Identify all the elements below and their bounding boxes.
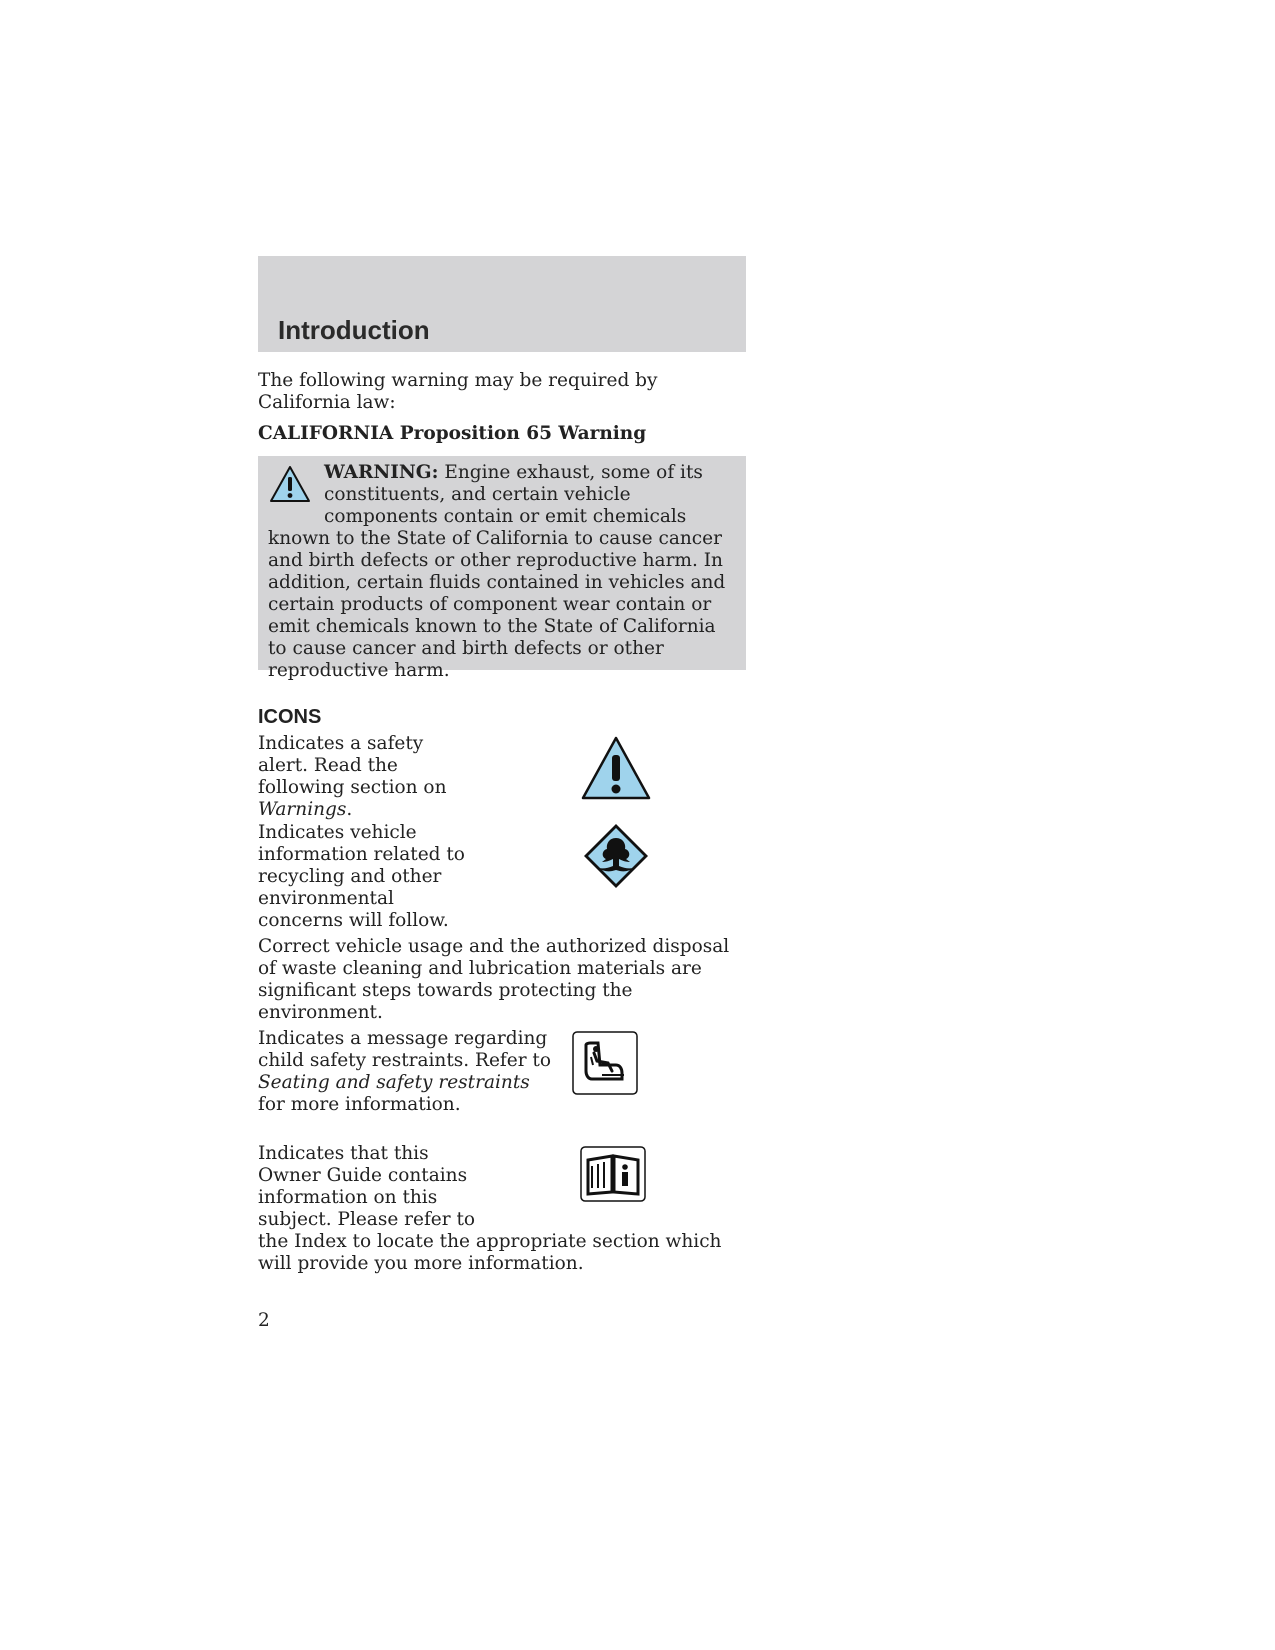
environment-note: Correct vehicle usage and the authorized disposal of waste cleaning and lubrication materials are significant steps towards protecting the environment. [258,936,730,1023]
icon-row-owner-guide [258,1143,748,1275]
seating-restraints-reference: Seating and safety restraints [258,1072,530,1093]
section-title: Introduction [278,315,430,345]
icon-row-environment [258,822,748,932]
prop65-warning-box [258,456,746,681]
icon-row-safety-alert [258,733,748,821]
warning-triangle-icon [268,464,324,512]
section-header-band [258,256,746,352]
prop65-heading: CALIFORNIA Proposition 65 Warning [258,423,647,444]
child-seat-icon [572,1031,638,1099]
warning-label: WARNING: [324,462,439,483]
safety-alert-triangle-icon [580,735,652,805]
intro-paragraph: The following warning may be required by California law: [258,370,658,413]
child-safety-description [258,1028,558,1116]
safety-alert-description [258,733,478,821]
warning-body: Engine exhaust, some of its constituents, and certain vehicle components contain or emit chemicals known to the State of California to cause cancer and birth defects or other reproductive harm. In addition, certain fluids contained in vehicles and certain products of component wear contain or emit chemicals known to the State of California to cause cancer and birth defects or other reproductive harm. [268,462,726,681]
warnings-reference: Warnings [258,799,347,820]
safety-alert-text: Indicates a safety alert. Read the following section on [258,733,447,798]
safety-alert-text-end: . [346,799,353,820]
environment-diamond-icon [582,822,650,894]
page-number: 2 [258,1310,270,1331]
icon-row-child-safety [258,1028,748,1116]
warning-text [268,462,734,682]
owner-guide-description: Indicates that this Owner Guide contains information on this subject. Please refer to the Index to locate the appropriate section which will provide you more information. [258,1143,722,1274]
environment-description: Indicates vehicle information related to recycling and other environmental concerns will follow. [258,822,465,931]
icons-heading: ICONS [258,706,322,728]
child-safety-text: Indicates a message regarding child safety restraints. Refer to [258,1028,552,1071]
child-safety-text-end: for more information. [258,1094,461,1115]
owner-guide-book-icon [580,1146,646,1206]
